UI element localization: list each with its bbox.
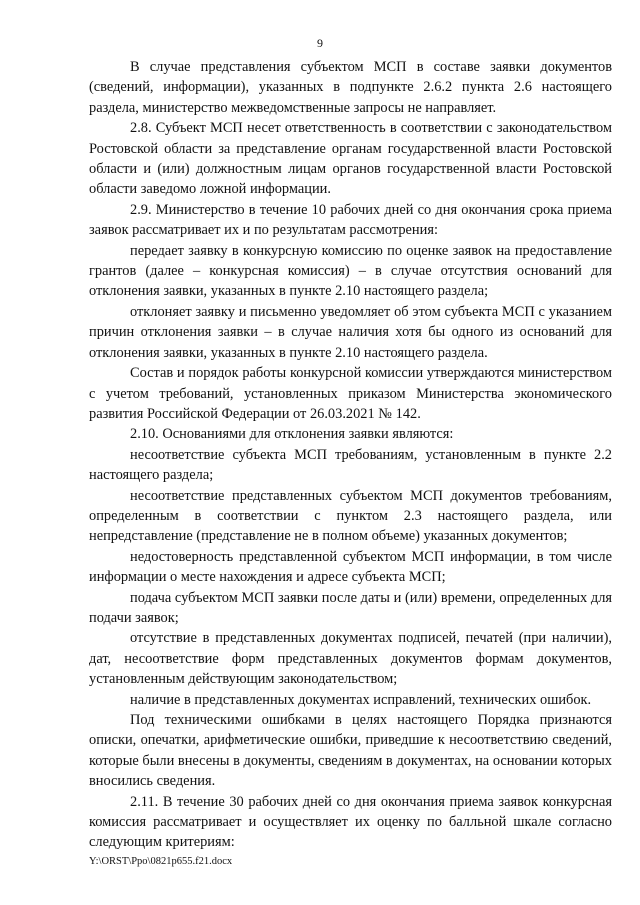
list-item-ground-3: недостоверность представленной субъектом МСП информации, в том числе информации о месте нахождения и адресе субъекта МСП; bbox=[89, 548, 612, 586]
body-text bbox=[89, 57, 612, 853]
list-item-ground-6: наличие в представленных документах исправлений, технических ошибок. bbox=[130, 691, 592, 708]
paragraph-reject-application: отклоняет заявку и письменно уведомляет об этом субъекта МСП с указанием причин отклонения заявки – в случае наличия хотя бы одного из оснований для отклонения заявки, указанных в пункте 2.10 настоящего раздела. bbox=[89, 303, 612, 361]
footer-file-path: Y:\ORST\Ppo\0821p655.f21.docx bbox=[89, 856, 233, 867]
page-number: 9 bbox=[317, 36, 323, 50]
list-item-ground-4: подача субъектом МСП заявки после даты и (или) времени, определенных для подачи заявок; bbox=[89, 589, 612, 626]
list-item-ground-1: несоответствие субъекта МСП требованиям, установленным в пункте 2.2 настоящего раздела; bbox=[89, 446, 612, 484]
paragraph-2-9: 2.9. Министерство в течение 10 рабочих дней со дня окончания срока приема заявок рассматривает их и по результатам рассмотрения: bbox=[89, 201, 612, 239]
paragraph-2-11: 2.11. В течение 30 рабочих дней со дня окончания приема заявок конкурсная комиссия рассматривает и осуществляет их оценку по балльной шкале согласно следующим критериям: bbox=[89, 793, 612, 851]
paragraph-pass-to-commission: передает заявку в конкурсную комиссию по оценке заявок на предоставление грантов (далее – конкурсная комиссия) – в случае отсутствия оснований для отклонения заявки, указанных в пункте 2.10 настоящего раздела; bbox=[89, 242, 612, 300]
list-item-ground-5: отсутствие в представленных документах подписей, печатей (при наличии), дат, несоответствие форм представленных документов формам документов, установленным действующим законодательством; bbox=[89, 630, 612, 688]
paragraph-2-8: 2.8. Субъект МСП несет ответственность в соответствии с законодательством Ростовской области за представление органам государственной власти Ростовской области и (или) должностным лицам органов государственной власти Ростовской области заведомо ложной информации. bbox=[89, 120, 612, 198]
paragraph-commission-composition: Состав и порядок работы конкурсной комиссии утверждаются министерством с учетом требований, установленных приказом Министерства экономического развития Российской Федерации от 26.03.2021 № 142. bbox=[89, 365, 612, 422]
paragraph-technical-errors: Под техническими ошибками в целях настоящего Порядка признаются описки, опечатки, арифметические ошибки, приведшие к несоответствию сведений, которые были внесены в документы, сведениям в документах, на основании которых вносились сведения. bbox=[89, 712, 612, 790]
paragraph-msp-documents: В случае представления субъектом МСП в составе заявки документов (сведений, информации), указанных в подпункте 2.6.2 пункта 2.6 настоящего раздела, министерство межведомственные запросы не направляет. bbox=[89, 59, 612, 116]
paragraph-2-10: 2.10. Основаниями для отклонения заявки являются: bbox=[130, 426, 454, 443]
list-item-ground-2: несоответствие представленных субъектом МСП документов требованиям, определенным в соответствии с пунктом 2.3 настоящего раздела, или непредставление (представление не в полном объеме) указанных документов; bbox=[89, 487, 612, 545]
